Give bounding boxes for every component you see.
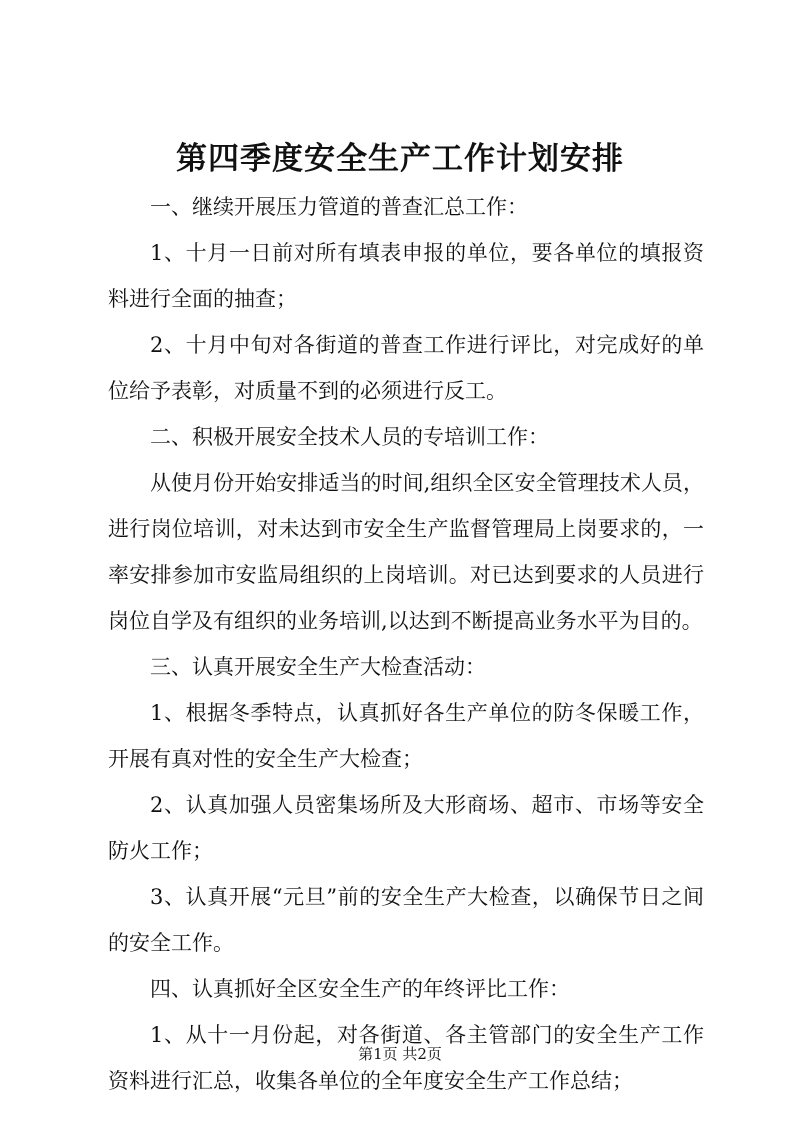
paragraph: 2、认真加强人员密集场所及大形商场、超市、市场等安全防火工作； — [108, 793, 704, 863]
section-heading-1: 一、继续开展压力管道的普查汇总工作： — [150, 195, 528, 219]
page-number-footer: 第1页 共2页 — [358, 1045, 442, 1063]
paragraph: 1、根据冬季特点，认真抓好各生产单位的防冬保暖工作，开展有真对性的安全生产大检查； — [108, 701, 704, 771]
paragraph: 1、十月一日前对所有填表申报的单位，要各单位的填报资料进行全面的抽查； — [108, 241, 704, 311]
document-title: 第四季度安全生产工作计划安排 — [176, 141, 624, 177]
paragraph: 1、从十一月份起，对各街道、各主管部门的安全生产工作资料进行汇总，收集各单位的全年度安全生产工作总结； — [108, 1023, 704, 1093]
section-heading-4: 四、认真抓好全区安全生产的年终评比工作： — [150, 977, 570, 1001]
section-heading-2: 二、积极开展安全技术人员的专培训工作： — [150, 425, 549, 449]
paragraph: 2、十月中旬对各街道的普查工作进行评比，对完成好的单位给予表彰，对质量不到的必须进行反工。 — [108, 333, 704, 403]
paragraph: 从使月份开始安排适当的时间,组织全区安全管理技术人员，进行岗位培训，对未达到市安全生产监督管理局上岗要求的，一率安排参加市安监局组织的上岗培训。对已达到要求的人员进行岗位自学及有组织的业务培训,以达到不断提高业务水平为目的。 — [108, 471, 704, 633]
document-body — [108, 184, 704, 1104]
paragraph: 3、认真开展“元旦”前的安全生产大检查，以确保节日之间的安全工作。 — [108, 885, 704, 955]
section-heading-3: 三、认真开展安全生产大检查活动： — [150, 655, 486, 679]
